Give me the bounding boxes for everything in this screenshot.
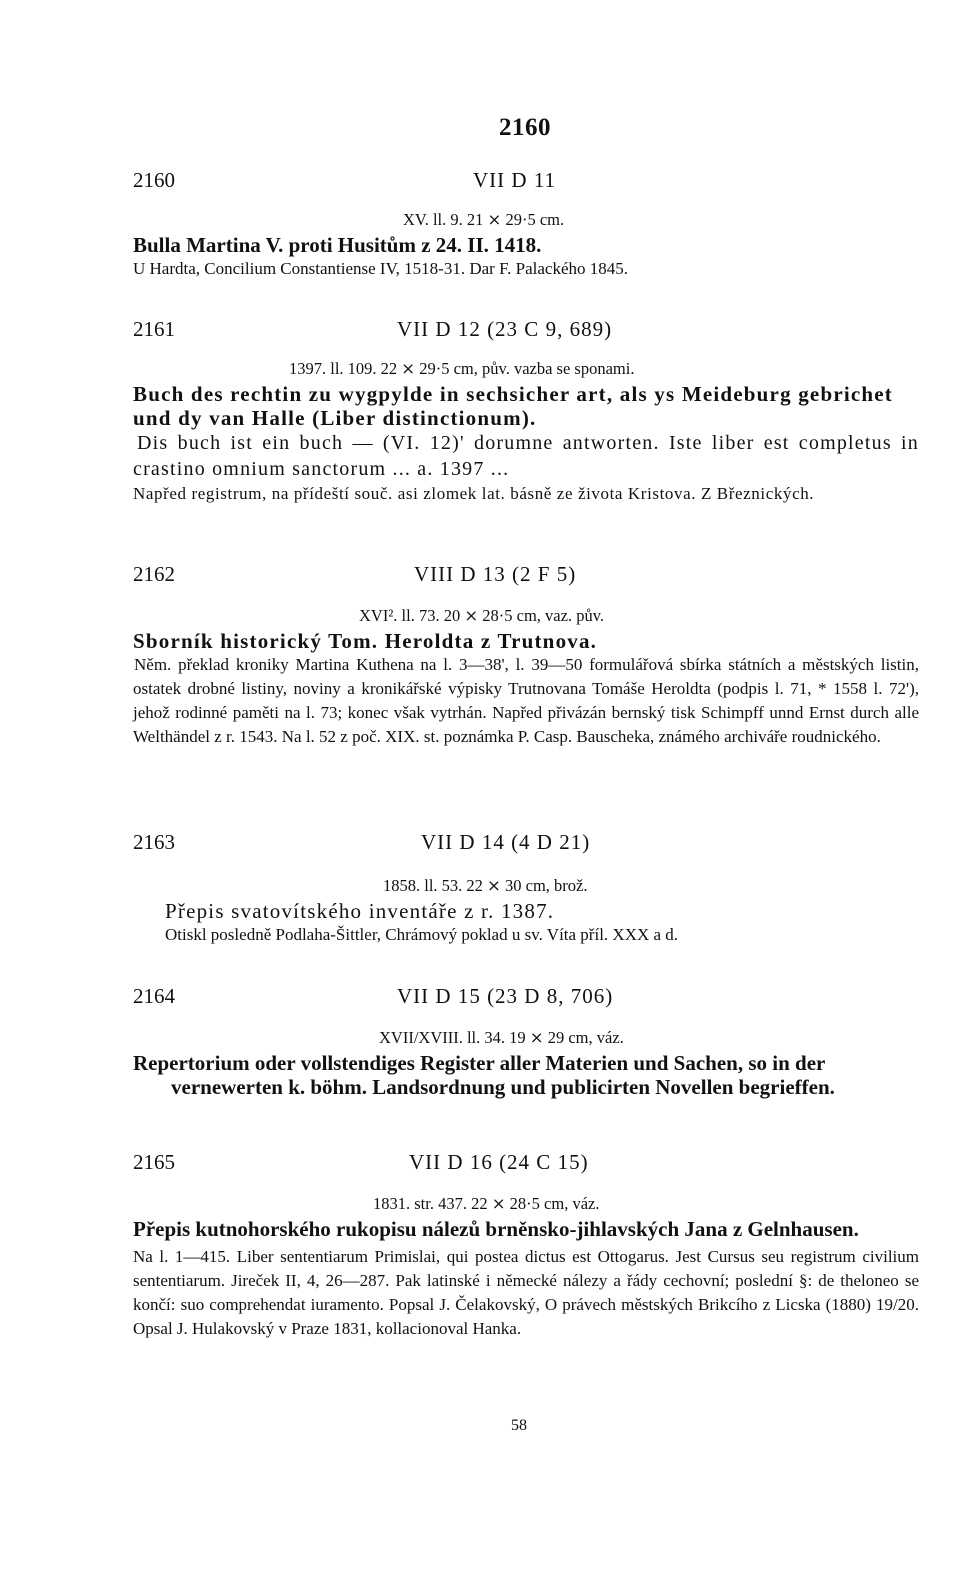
physical-description: 1397. ll. 109. 22 ⨯ 29·5 cm, pův. vazba se sponami.	[289, 359, 635, 378]
entry-note: Napřed registrum, na přídeští souč. asi zlomek lat. básně ze života Kristova. Z Březnických.	[133, 484, 815, 503]
entry-title: Přepis kutnohorského rukopisu nálezů brněnsko-jihlavských Jana z Gelnhausen.	[133, 1217, 859, 1241]
catalog-entry	[133, 1150, 919, 1341]
entry-header	[133, 317, 919, 349]
physical-description: XVII/XVIII. ll. 34. 19 ⨯ 29 cm, váz.	[379, 1028, 624, 1047]
entry-number: 2162	[133, 562, 175, 586]
shelfmark: VII D 14 (4 D 21)	[421, 830, 591, 854]
entry-header	[133, 562, 919, 594]
entry-title: Bulla Martina V. proti Husitům z 24. II. 1418.	[133, 233, 542, 257]
entry-note: U Hardta, Concilium Constantiense IV, 1518-31. Dar F. Palackého 1845.	[133, 259, 629, 278]
entry-number: 2164	[133, 984, 175, 1008]
page-number: 58	[511, 1417, 527, 1434]
shelfmark: VII D 15 (23 D 8, 706)	[397, 984, 614, 1008]
entry-note: Na l. 1—415. Liber sententiarum Primislai, qui postea dictus est Ottogarus. Jest Cursus seu registrum civilium sententiarum. Jireček II, 4, 26—287. Pak latinské i německé nálezy a řády cechovní; poslední §: de theloneo se končí: suo comprehendat iuramento. Popsal J. Čelakovský, O právech městských Brikcího z Licska (1880) 19/20. Opsal J. Hulakovský v Praze 1831, kollacionoval Hanka.	[133, 1247, 919, 1338]
shelfmark: VII D 16 (24 C 15)	[409, 1150, 589, 1174]
physical-description: XVI². ll. 73. 20 ⨯ 28·5 cm, vaz. pův.	[359, 606, 604, 625]
catalog-entry	[133, 317, 919, 506]
entry-header	[133, 830, 919, 862]
entry-title: Buch des rechtin zu wygpylde in sechsicher art, als ys Meideburg gebrichet und dy van Halle (Liber distinctionum).	[133, 382, 893, 430]
catalog-entry	[133, 984, 919, 1099]
physical-description: 1831. str. 437. 22 ⨯ 28·5 cm, váz.	[373, 1194, 600, 1213]
entry-number: 2161	[133, 317, 175, 341]
entry-number: 2160	[133, 168, 175, 192]
entry-header	[133, 984, 919, 1016]
entry-number: 2163	[133, 830, 175, 854]
physical-description: 1858. ll. 53. 22 ⨯ 30 cm, brož.	[383, 876, 588, 895]
entry-incipit: Dis buch ist ein buch — (VI. 12)' dorumne antworten. Iste liber est completus in crastino omnium sanctorum ... a. 1397 ...	[133, 432, 919, 480]
entry-number: 2165	[133, 1150, 175, 1174]
entry-title: Sborník historický Tom. Heroldta z Trutnova.	[133, 629, 598, 653]
entry-title: Repertorium oder vollstendiges Register aller Materien und Sachen, so in der vernewerten k. böhm. Landsordnung und publicirten Novellen begrieffen.	[133, 1051, 835, 1099]
catalog-entry	[133, 830, 919, 947]
catalog-entry	[133, 562, 919, 749]
entry-note: Otiskl posledně Podlaha-Šittler, Chrámový poklad u sv. Víta příl. XXX a d.	[165, 925, 679, 944]
shelfmark: VII D 11	[473, 168, 557, 192]
entry-title: Přepis svatovítského inventáře z r. 1387.	[165, 899, 555, 923]
entry-note: Něm. překlad kroniky Martina Kuthena na l. 3—38', l. 39—50 formulářová sbírka státních a městských listin, ostatek drobné listiny, noviny a kronikářské výpisky Trutnovana Tomáše Heroldta (podpis l. 71, * 1558 l. 72'), jehož rodinné paměti na l. 73; konec však vytrhán. Napřed přivázán bernský tisk Schimpff unnd Ernst durch alle Welthändel z r. 1543. Na l. 52 z poč. XIX. st. poznámka P. Casp. Bauscheka, známého archiváře roudnického.	[133, 655, 919, 746]
shelfmark: VIII D 13 (2 F 5)	[414, 562, 577, 586]
physical-description: XV. ll. 9. 21 ⨯ 29·5 cm.	[403, 210, 565, 229]
catalog-entry	[133, 168, 919, 281]
shelfmark: VII D 12 (23 C 9, 689)	[397, 317, 613, 341]
entry-header	[133, 168, 919, 200]
entry-header	[133, 1150, 919, 1182]
running-head: 2160	[499, 114, 551, 141]
